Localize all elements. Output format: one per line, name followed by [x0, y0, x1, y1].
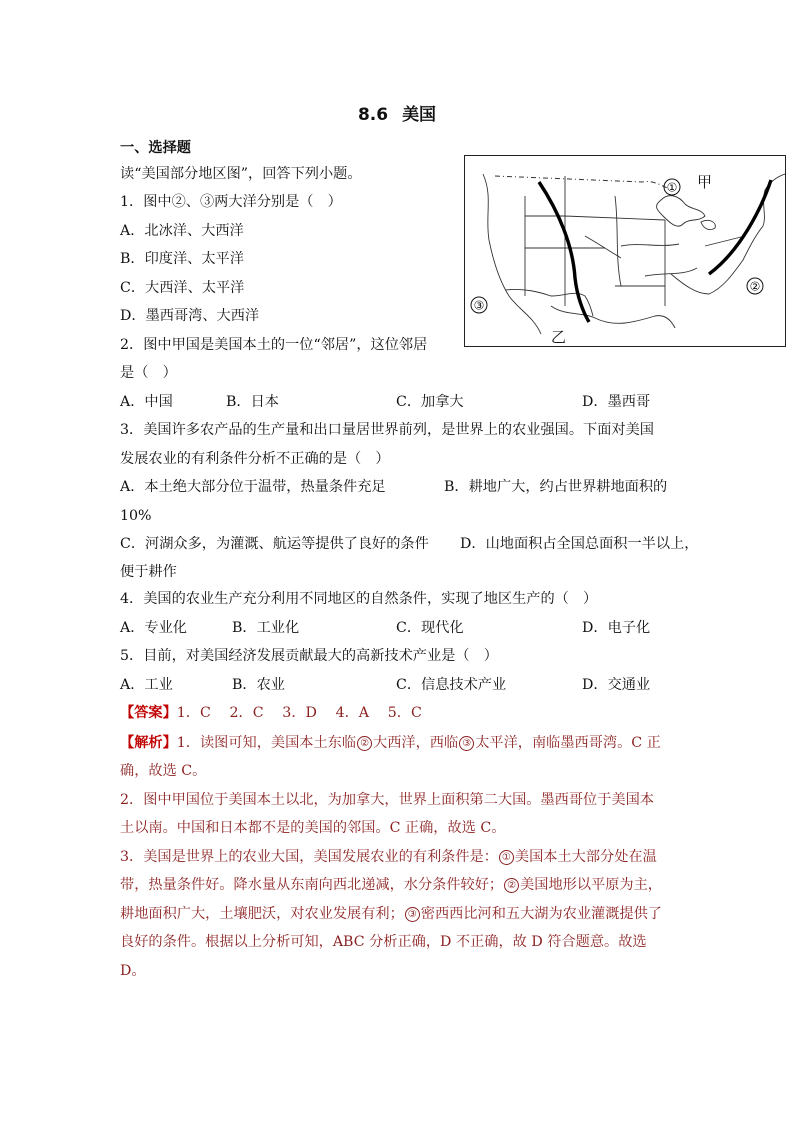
question-1-stem: 1．图中②、③两大洋分别是（ ）	[120, 194, 342, 210]
q3-option-a: A．本土绝大部分位于温带，热量条件充足	[120, 479, 386, 495]
analysis-line-9: D。	[120, 963, 146, 979]
analysis-line-4: 土以南。中国和日本都不是的美国的邻国。C 正确，故选 C。	[120, 820, 506, 836]
canada-us-border	[495, 176, 667, 188]
q5-option-d: D．交通业	[582, 677, 651, 693]
rivers	[585, 196, 697, 286]
analysis-tag: 【解析】	[120, 735, 177, 751]
q2-option-b: B．日本	[226, 394, 279, 410]
lake-2	[701, 220, 715, 229]
coastline-west	[483, 174, 541, 334]
map-label-jia: 甲	[697, 173, 713, 191]
map-label-3: ③	[473, 298, 485, 313]
analysis-line-1	[120, 733, 661, 753]
analysis-text: 美国地形以平原为主，	[520, 877, 662, 893]
circled-2: ②	[504, 878, 519, 893]
question-3-stem-cont: 发展农业的有利条件分析不正确的是（ ）	[120, 451, 390, 467]
q4-option-b: B．工业化	[232, 620, 300, 636]
rocky-mountains	[539, 182, 589, 322]
analysis-line-3: 2．图中甲国位于美国本土以北，为加拿大，世界上面积第二大国。墨西哥位于美国本	[120, 792, 654, 808]
question-2-stem-cont: 是（ ）	[120, 365, 177, 381]
great-lakes	[657, 196, 705, 226]
question-3-stem: 3．美国许多农产品的生产量和出口量居世界前列，是世界上的农业强国。下面对美国	[120, 422, 654, 438]
analysis-line-2: 确，故选 C。	[120, 763, 207, 779]
analysis-text: 大西洋，西临	[373, 735, 459, 751]
title-number: 8.6	[357, 105, 389, 125]
analysis-text: 密西西比河和五大湖为农业灌溉提供了	[420, 906, 662, 922]
analysis-line-6	[120, 875, 662, 895]
circled-3: ③	[405, 907, 420, 922]
analysis-text: 美国本土大部分处在温	[514, 849, 657, 865]
q5-option-a: A．工业	[120, 677, 173, 693]
question-2-stem: 2．图中甲国是美国本土的一位“邻居”，这位邻居	[120, 337, 428, 353]
q1-option-d: D．墨西哥湾、大西洋	[120, 308, 260, 324]
q5-option-b: B．农业	[232, 677, 285, 693]
q3-option-d-cont: 便于耕作	[120, 564, 177, 580]
q3-option-d: D．山地面积占全国总面积一半以上，	[460, 536, 699, 552]
answer-text: 1．C 2．C 3．D 4．A 5．C	[176, 705, 422, 721]
state-lines	[525, 176, 745, 306]
q2-option-c: C．加拿大	[396, 394, 464, 410]
q4-option-c: C．现代化	[396, 620, 464, 636]
map-label-1: ①	[666, 180, 678, 195]
circled-2: ②	[357, 736, 372, 751]
usa-map-svg	[465, 156, 786, 347]
usa-map-figure	[464, 155, 786, 347]
analysis-text: 1．读图可知，美国本土东临	[176, 735, 357, 751]
q2-option-d: D．墨西哥	[582, 394, 651, 410]
q1-option-a: A．北冰洋、大西洋	[120, 223, 244, 239]
circled-1: ①	[499, 850, 514, 865]
q3-option-c: C．河湖众多，为灌溉、航运等提供了良好的条件	[120, 536, 429, 552]
q3-option-b-cont: 10%	[120, 508, 152, 524]
map-label-2: ②	[749, 279, 761, 294]
intro-text: 读“美国部分地区图”，回答下列小题。	[120, 166, 362, 182]
analysis-text: 耕地面积广大，土壤肥沃，对农业发展有利；	[120, 906, 404, 922]
q5-option-c: C．信息技术产业	[396, 677, 507, 693]
question-4-stem: 4．美国的农业生产充分利用不同地区的自然条件，实现了地区生产的（ ）	[120, 591, 598, 607]
question-5-stem: 5．目前，对美国经济发展贡献最大的高新技术产业是（ ）	[120, 648, 498, 664]
analysis-line-8: 良好的条件。根据以上分析可知，ABC 分析正确，D 不正确，故 D 符合题意。故选	[120, 934, 647, 950]
q1-option-c: C．大西洋、太平洋	[120, 280, 245, 296]
answer-tag: 【答案】	[120, 705, 177, 721]
analysis-line-5	[120, 847, 657, 867]
analysis-text: 太平洋，南临墨西哥湾。C 正	[475, 735, 661, 751]
q3-option-b: B．耕地广大，约占世界耕地面积的	[444, 479, 668, 495]
analysis-text: 带，热量条件好。降水量从东南向西北递减，水分条件较好；	[120, 877, 504, 893]
circled-3: ③	[459, 736, 474, 751]
q2-option-a: A．中国	[120, 394, 173, 410]
map-label-yi: 乙	[551, 328, 567, 346]
analysis-text: 3．美国是世界上的农业大国，美国发展农业的有利条件是：	[120, 849, 498, 865]
analysis-line-7	[120, 904, 662, 924]
answer-line	[120, 703, 422, 723]
q4-option-a: A．专业化	[120, 620, 187, 636]
page-title	[0, 100, 794, 125]
title-text: 美国	[402, 105, 437, 125]
q4-option-d: D．电子化	[582, 620, 651, 636]
section-heading: 一、选择题	[120, 140, 191, 156]
gulf-coast	[551, 306, 675, 328]
q1-option-b: B．印度洋、太平洋	[120, 251, 244, 267]
